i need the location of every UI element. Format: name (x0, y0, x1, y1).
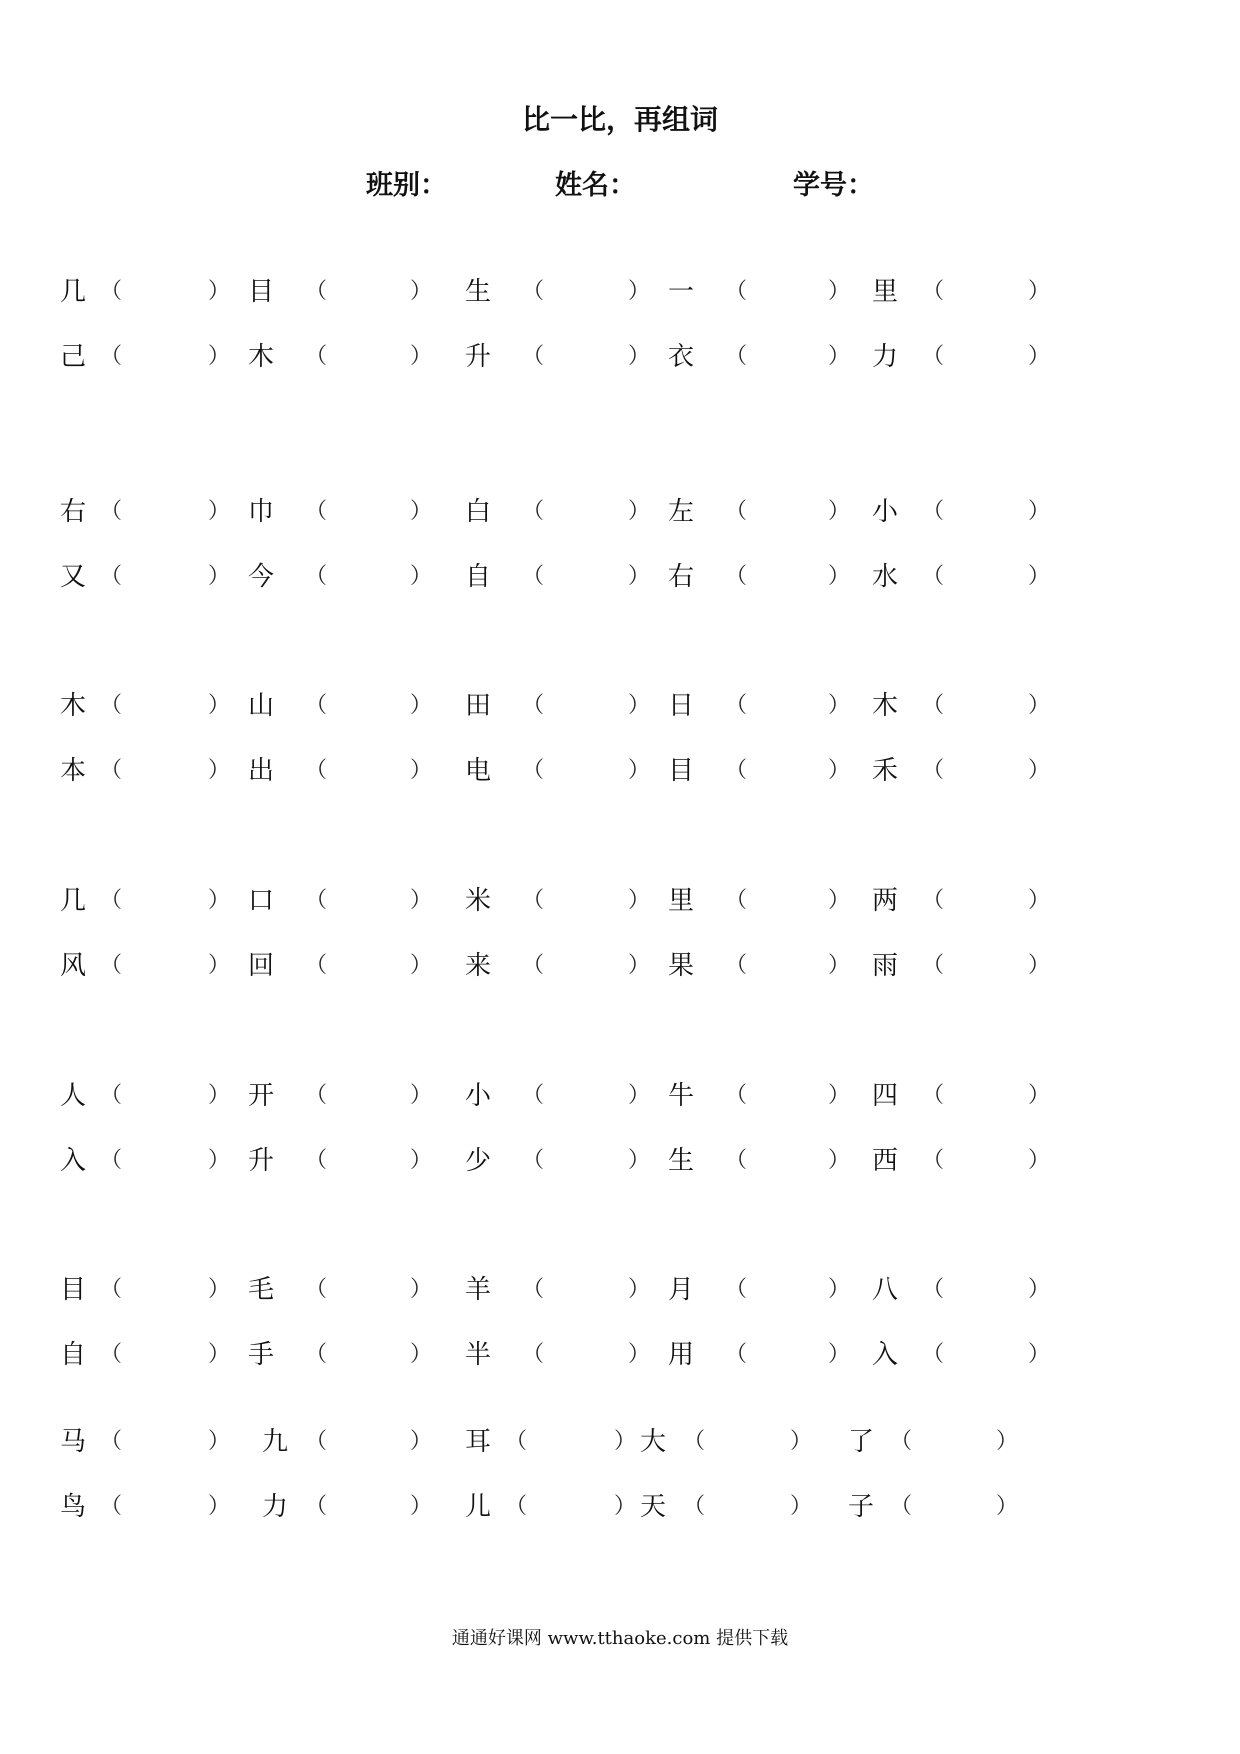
character: 西 (872, 1146, 899, 1176)
open-paren[interactable]: （ (100, 888, 123, 913)
character: 自 (60, 1340, 87, 1370)
open-paren[interactable]: （ (922, 1148, 945, 1173)
exercise-row (0, 1074, 1240, 1118)
open-paren[interactable]: （ (922, 1083, 945, 1108)
exercise-row (0, 1268, 1240, 1312)
open-paren[interactable]: （ (100, 1494, 123, 1519)
open-paren[interactable]: （ (725, 1277, 748, 1302)
character: 里 (872, 277, 899, 307)
close-paren[interactable]: ） (828, 279, 851, 304)
character: 电 (465, 756, 492, 786)
close-paren[interactable]: ） (828, 1342, 851, 1367)
open-paren[interactable]: （ (725, 693, 748, 718)
close-paren[interactable]: ） (614, 1494, 637, 1519)
character: 力 (262, 1492, 289, 1522)
close-paren[interactable]: ） (1028, 564, 1051, 589)
close-paren[interactable]: ） (1028, 888, 1051, 913)
character: 出 (248, 756, 275, 786)
close-paren[interactable]: ） (828, 499, 851, 524)
close-paren[interactable]: ） (410, 1494, 433, 1519)
open-paren[interactable]: （ (725, 279, 748, 304)
open-paren[interactable]: （ (890, 1429, 913, 1454)
open-paren[interactable]: （ (922, 953, 945, 978)
open-paren[interactable]: （ (522, 888, 545, 913)
character: 右 (60, 497, 87, 527)
open-paren[interactable]: （ (725, 1342, 748, 1367)
character: 来 (465, 951, 492, 981)
open-paren[interactable]: （ (522, 758, 545, 783)
character: 小 (872, 497, 899, 527)
close-paren[interactable]: ） (410, 1429, 433, 1454)
open-paren[interactable]: （ (100, 1342, 123, 1367)
close-paren[interactable]: ） (1028, 758, 1051, 783)
open-paren[interactable]: （ (305, 758, 328, 783)
character: 耳 (465, 1427, 492, 1457)
character: 升 (465, 342, 492, 372)
close-paren[interactable]: ） (628, 279, 651, 304)
open-paren[interactable]: （ (100, 564, 123, 589)
close-paren[interactable]: ） (1028, 953, 1051, 978)
open-paren[interactable]: （ (305, 564, 328, 589)
open-paren[interactable]: （ (305, 1148, 328, 1173)
close-paren[interactable]: ） (828, 693, 851, 718)
exercise-row (0, 879, 1240, 923)
character: 目 (668, 756, 695, 786)
close-paren[interactable]: ） (410, 1342, 433, 1367)
character: 风 (60, 951, 87, 981)
open-paren[interactable]: （ (305, 1429, 328, 1454)
character: 入 (872, 1340, 899, 1370)
close-paren[interactable]: ） (1028, 499, 1051, 524)
close-paren[interactable]: ） (828, 564, 851, 589)
character: 子 (848, 1492, 875, 1522)
class-label: 班别： (366, 170, 447, 201)
open-paren[interactable]: （ (522, 1083, 545, 1108)
character: 自 (465, 562, 492, 592)
close-paren[interactable]: ） (828, 758, 851, 783)
character: 田 (465, 691, 492, 721)
character: 米 (465, 886, 492, 916)
open-paren[interactable]: （ (522, 1148, 545, 1173)
close-paren[interactable]: ） (828, 344, 851, 369)
open-paren[interactable]: （ (725, 1148, 748, 1173)
footer-source: 通通好课网 www.tthaoke.com 提供下载 (451, 1628, 789, 1649)
close-paren[interactable]: ） (208, 888, 231, 913)
close-paren[interactable]: ） (628, 758, 651, 783)
close-paren[interactable]: ） (790, 1429, 813, 1454)
character: 目 (60, 1275, 87, 1305)
open-paren[interactable]: （ (100, 1277, 123, 1302)
open-paren[interactable]: （ (100, 279, 123, 304)
open-paren[interactable]: （ (725, 953, 748, 978)
close-paren[interactable]: ） (208, 953, 231, 978)
close-paren[interactable]: ） (828, 888, 851, 913)
character: 开 (248, 1081, 275, 1111)
open-paren[interactable]: （ (522, 1277, 545, 1302)
open-paren[interactable]: （ (305, 344, 328, 369)
character: 人 (60, 1081, 87, 1111)
character: 用 (668, 1340, 695, 1370)
close-paren[interactable]: ） (828, 1083, 851, 1108)
character: 木 (872, 691, 899, 721)
student-number-label: 学号： (793, 170, 874, 201)
close-paren[interactable]: ） (628, 693, 651, 718)
close-paren[interactable]: ） (790, 1494, 813, 1519)
open-paren[interactable]: （ (725, 499, 748, 524)
open-paren[interactable]: （ (683, 1429, 706, 1454)
open-paren[interactable]: （ (522, 1342, 545, 1367)
open-paren[interactable]: （ (922, 1342, 945, 1367)
character: 几 (60, 277, 87, 307)
character: 禾 (872, 756, 899, 786)
exercise-row (0, 1485, 1240, 1529)
close-paren[interactable]: ） (208, 1277, 231, 1302)
close-paren[interactable]: ） (1028, 1277, 1051, 1302)
character: 衣 (668, 342, 695, 372)
open-paren[interactable]: （ (922, 279, 945, 304)
character: 马 (60, 1427, 87, 1457)
open-paren[interactable]: （ (522, 499, 545, 524)
open-paren[interactable]: （ (100, 499, 123, 524)
open-paren[interactable]: （ (305, 1277, 328, 1302)
close-paren[interactable]: ） (410, 1083, 433, 1108)
close-paren[interactable]: ） (410, 344, 433, 369)
close-paren[interactable]: ） (614, 1429, 637, 1454)
open-paren[interactable]: （ (922, 758, 945, 783)
close-paren[interactable]: ） (410, 888, 433, 913)
close-paren[interactable]: ） (208, 564, 231, 589)
exercise-row (0, 335, 1240, 379)
character: 大 (640, 1427, 667, 1457)
character: 毛 (248, 1275, 275, 1305)
open-paren[interactable]: （ (100, 693, 123, 718)
open-paren[interactable]: （ (683, 1494, 706, 1519)
character: 儿 (465, 1492, 492, 1522)
close-paren[interactable]: ） (208, 279, 231, 304)
character: 半 (465, 1340, 492, 1370)
open-paren[interactable]: （ (725, 344, 748, 369)
open-paren[interactable]: （ (922, 1277, 945, 1302)
close-paren[interactable]: ） (828, 1148, 851, 1173)
open-paren[interactable]: （ (522, 344, 545, 369)
close-paren[interactable]: ） (1028, 344, 1051, 369)
close-paren[interactable]: ） (628, 499, 651, 524)
close-paren[interactable]: ） (410, 758, 433, 783)
close-paren[interactable]: ） (628, 564, 651, 589)
close-paren[interactable]: ） (208, 1148, 231, 1173)
close-paren[interactable]: ） (628, 953, 651, 978)
name-label: 姓名： (555, 170, 636, 201)
close-paren[interactable]: ） (208, 1342, 231, 1367)
close-paren[interactable]: ） (1028, 693, 1051, 718)
character: 本 (60, 756, 87, 786)
close-paren[interactable]: ） (628, 888, 651, 913)
close-paren[interactable]: ） (828, 1277, 851, 1302)
character: 生 (668, 1146, 695, 1176)
open-paren[interactable]: （ (922, 499, 945, 524)
character: 白 (465, 497, 492, 527)
character: 右 (668, 562, 695, 592)
close-paren[interactable]: ） (410, 499, 433, 524)
open-paren[interactable]: （ (100, 1429, 123, 1454)
open-paren[interactable]: （ (305, 279, 328, 304)
close-paren[interactable]: ） (628, 1083, 651, 1108)
character: 又 (60, 562, 87, 592)
character: 里 (668, 886, 695, 916)
exercise-row (0, 1420, 1240, 1464)
close-paren[interactable]: ） (208, 693, 231, 718)
character: 目 (248, 277, 275, 307)
close-paren[interactable]: ） (996, 1429, 1019, 1454)
open-paren[interactable]: （ (305, 888, 328, 913)
close-paren[interactable]: ） (208, 344, 231, 369)
character: 左 (668, 497, 695, 527)
open-paren[interactable]: （ (890, 1494, 913, 1519)
character: 升 (248, 1146, 275, 1176)
open-paren[interactable]: （ (522, 953, 545, 978)
character: 一 (668, 277, 695, 307)
open-paren[interactable]: （ (100, 1148, 123, 1173)
exercise-row (0, 944, 1240, 988)
close-paren[interactable]: ） (628, 344, 651, 369)
exercise-row (0, 1139, 1240, 1183)
character: 木 (248, 342, 275, 372)
open-paren[interactable]: （ (522, 279, 545, 304)
character: 天 (640, 1492, 667, 1522)
open-paren[interactable]: （ (100, 953, 123, 978)
character: 手 (248, 1340, 275, 1370)
exercise-row (0, 749, 1240, 793)
close-paren[interactable]: ） (1028, 279, 1051, 304)
character: 日 (668, 691, 695, 721)
character: 生 (465, 277, 492, 307)
exercise-row (0, 684, 1240, 728)
open-paren[interactable]: （ (305, 499, 328, 524)
character: 雨 (872, 951, 899, 981)
open-paren[interactable]: （ (922, 888, 945, 913)
close-paren[interactable]: ） (410, 279, 433, 304)
character: 力 (872, 342, 899, 372)
open-paren[interactable]: （ (305, 1342, 328, 1367)
open-paren[interactable]: （ (725, 888, 748, 913)
close-paren[interactable]: ） (1028, 1148, 1051, 1173)
character: 己 (60, 342, 87, 372)
close-paren[interactable]: ） (410, 953, 433, 978)
character: 今 (248, 562, 275, 592)
open-paren[interactable]: （ (100, 344, 123, 369)
open-paren[interactable]: （ (305, 693, 328, 718)
close-paren[interactable]: ） (208, 1429, 231, 1454)
character: 了 (848, 1427, 875, 1457)
open-paren[interactable]: （ (505, 1429, 528, 1454)
character: 牛 (668, 1081, 695, 1111)
close-paren[interactable]: ） (208, 1494, 231, 1519)
character: 四 (872, 1081, 899, 1111)
open-paren[interactable]: （ (100, 1083, 123, 1108)
open-paren[interactable]: （ (522, 693, 545, 718)
close-paren[interactable]: ） (996, 1494, 1019, 1519)
character: 鸟 (60, 1492, 87, 1522)
character: 月 (668, 1275, 695, 1305)
open-paren[interactable]: （ (505, 1494, 528, 1519)
open-paren[interactable]: （ (305, 953, 328, 978)
close-paren[interactable]: ） (1028, 1342, 1051, 1367)
close-paren[interactable]: ） (208, 1083, 231, 1108)
open-paren[interactable]: （ (725, 564, 748, 589)
close-paren[interactable]: ） (628, 1342, 651, 1367)
character: 山 (248, 691, 275, 721)
close-paren[interactable]: ） (208, 758, 231, 783)
character: 小 (465, 1081, 492, 1111)
open-paren[interactable]: （ (305, 1083, 328, 1108)
exercise-row (0, 490, 1240, 534)
close-paren[interactable]: ） (410, 564, 433, 589)
character: 几 (60, 886, 87, 916)
character: 果 (668, 951, 695, 981)
character: 少 (465, 1146, 492, 1176)
open-paren[interactable]: （ (725, 758, 748, 783)
character: 木 (60, 691, 87, 721)
close-paren[interactable]: ） (628, 1277, 651, 1302)
close-paren[interactable]: ） (208, 499, 231, 524)
character: 口 (248, 886, 275, 916)
close-paren[interactable]: ） (1028, 1083, 1051, 1108)
open-paren[interactable]: （ (305, 1494, 328, 1519)
open-paren[interactable]: （ (725, 1083, 748, 1108)
page-title: 比一比，再组词 (521, 103, 718, 136)
character: 巾 (248, 497, 275, 527)
character: 水 (872, 562, 899, 592)
character: 入 (60, 1146, 87, 1176)
close-paren[interactable]: ） (828, 953, 851, 978)
character: 九 (262, 1427, 289, 1457)
open-paren[interactable]: （ (922, 564, 945, 589)
close-paren[interactable]: ） (410, 1148, 433, 1173)
open-paren[interactable]: （ (922, 344, 945, 369)
character: 回 (248, 951, 275, 981)
open-paren[interactable]: （ (100, 758, 123, 783)
exercise-row (0, 1333, 1240, 1377)
close-paren[interactable]: ） (628, 1148, 651, 1173)
exercise-row (0, 270, 1240, 314)
character: 两 (872, 886, 899, 916)
exercise-row (0, 555, 1240, 599)
character: 羊 (465, 1275, 492, 1305)
close-paren[interactable]: ） (410, 693, 433, 718)
open-paren[interactable]: （ (922, 693, 945, 718)
open-paren[interactable]: （ (522, 564, 545, 589)
character: 八 (872, 1275, 899, 1305)
close-paren[interactable]: ） (410, 1277, 433, 1302)
